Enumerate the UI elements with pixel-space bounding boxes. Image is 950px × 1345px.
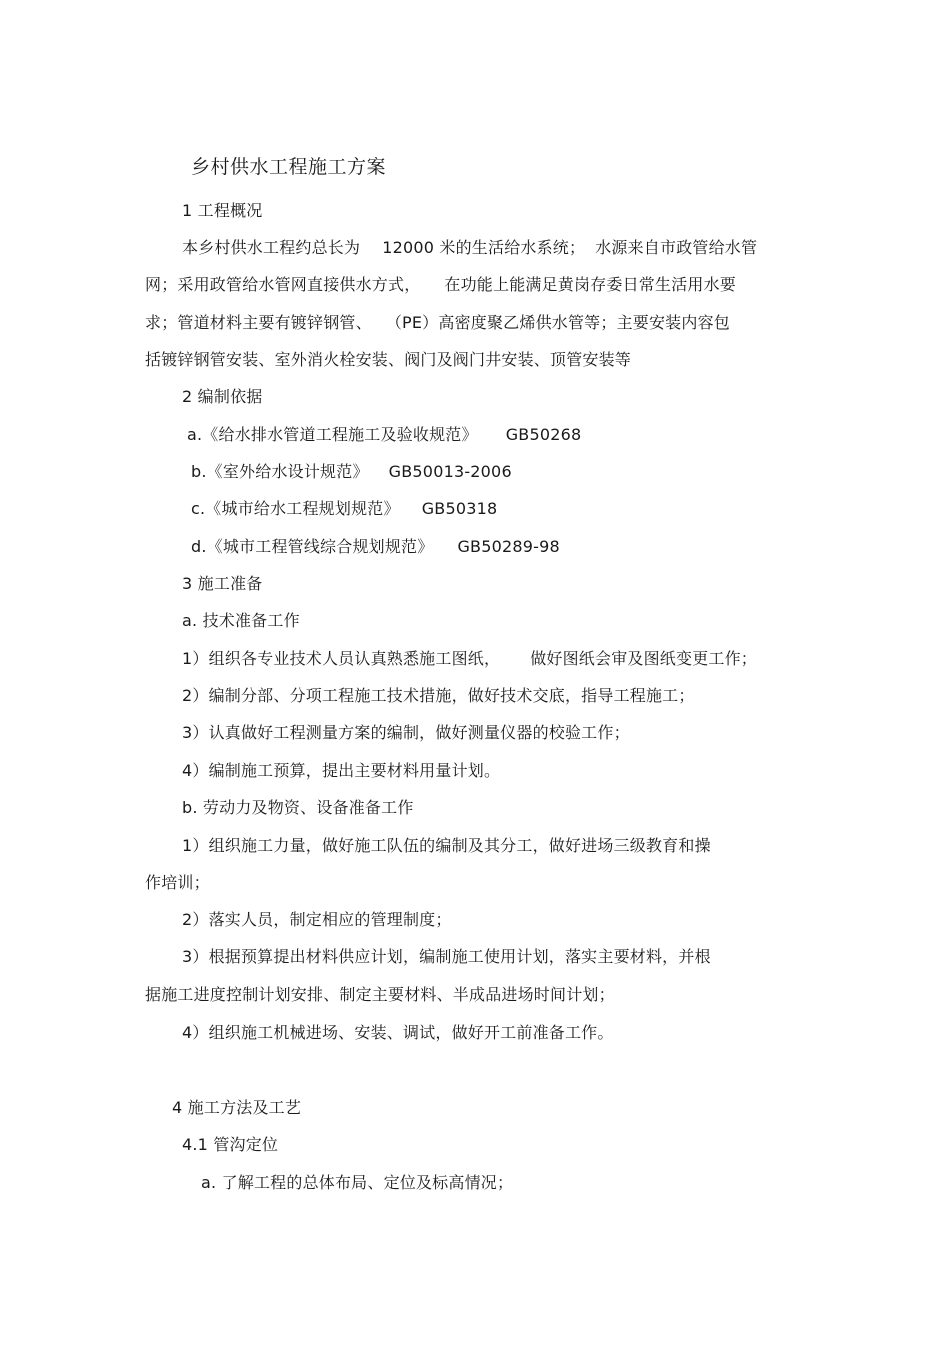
list-item: a. 了解工程的总体布局、定位及标高情况；	[201, 1173, 514, 1192]
list-item-continuation: 据施工进度控制计划安排、制定主要材料、半成品进场时间计划；	[145, 985, 615, 1004]
document-title: 乡村供水工程施工方案	[191, 156, 387, 178]
reference-item	[187, 424, 581, 446]
list-item-continuation: 作培训；	[145, 873, 210, 892]
reference-item	[191, 461, 512, 483]
section-1-para-line-4: 括镀锌钢管安装、室外消火栓安装、阀门及阀门井安装、顶管安装等	[145, 350, 632, 369]
reference-title: b.《室外给水设计规范》	[191, 462, 369, 481]
section-1-para-line-2	[145, 274, 736, 296]
reference-title: a.《给水排水管道工程施工及验收规范》	[187, 425, 478, 444]
reference-code: GB50289-98	[457, 537, 560, 556]
section-4-heading: 4 施工方法及工艺	[172, 1098, 302, 1117]
text-run: 水源来自市政管给水管	[595, 238, 758, 257]
section-1-para-line-3	[145, 312, 730, 334]
list-item: 1）组织施工力量，做好施工队伍的编制及其分工，做好进场三级教育和操	[182, 836, 711, 855]
section-1-heading: 1 工程概况	[182, 201, 263, 220]
section-3-heading: 3 施工准备	[182, 574, 263, 593]
text-run: 12000 米的生活给水系统；	[382, 238, 586, 257]
list-item: 2）落实人员，制定相应的管理制度；	[182, 910, 452, 929]
reference-code: GB50013-2006	[388, 462, 512, 481]
text-run: 1）组织各专业技术人员认真熟悉施工图纸，	[182, 649, 501, 668]
text-run: 网；采用政管给水管网直接供水方式，	[145, 275, 421, 294]
text-run: 在功能上能满足黄岗存委日常生活用水要	[444, 275, 737, 294]
subsection-4-1-heading: 4.1 管沟定位	[182, 1135, 279, 1154]
text-run: （PE）高密度聚乙烯供水管等；主要安装内容包	[385, 313, 730, 332]
reference-item	[191, 536, 560, 558]
subsection-3b-heading: b. 劳动力及物资、设备准备工作	[182, 798, 414, 817]
list-item	[182, 648, 757, 670]
section-1-para-line-1	[182, 237, 757, 259]
list-item: 2）编制分部、分项工程施工技术措施，做好技术交底，指导工程施工；	[182, 686, 695, 705]
reference-item	[191, 498, 497, 520]
text-run: 做好图纸会审及图纸变更工作；	[530, 649, 757, 668]
reference-title: d.《城市工程管线综合规划规范》	[191, 537, 434, 556]
section-2-heading: 2 编制依据	[182, 387, 263, 406]
list-item: 3）认真做好工程测量方案的编制，做好测量仪器的校验工作；	[182, 723, 630, 742]
list-item: 4）组织施工机械进场、安装、调试，做好开工前准备工作。	[182, 1023, 614, 1042]
list-item: 4）编制施工预算，提出主要材料用量计划。	[182, 761, 501, 780]
text-run: 求；管道材料主要有镀锌钢管、	[145, 313, 372, 332]
list-item: 3）根据预算提出材料供应计划，编制施工使用计划，落实主要材料，并根	[182, 947, 711, 966]
subsection-3a-heading: a. 技术准备工作	[182, 611, 300, 630]
reference-code: GB50268	[505, 425, 582, 444]
text-run: 本乡村供水工程约总长为	[182, 238, 361, 257]
reference-title: c.《城市给水工程规划规范》	[191, 499, 400, 518]
reference-code: GB50318	[421, 499, 498, 518]
